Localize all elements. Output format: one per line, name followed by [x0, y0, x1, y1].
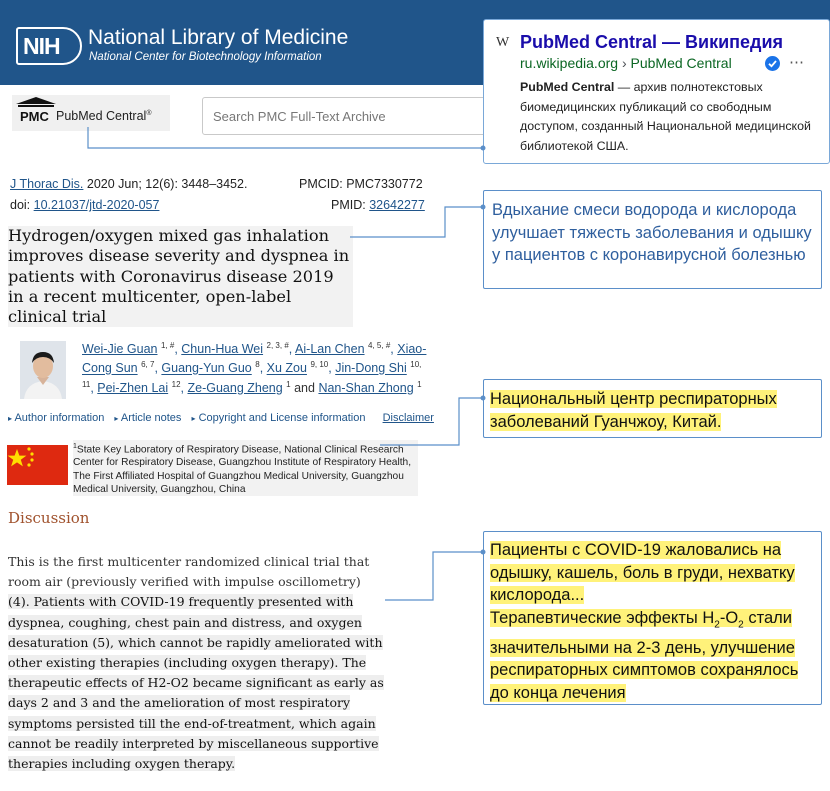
- wiki-description: PubMed Central — архив полнотекстовых биомедицинских публикаций со свободным доступом, созданный Национальной медицинской библиотекой США.: [520, 80, 811, 153]
- pmc-logo[interactable]: [12, 95, 170, 131]
- nih-subtitle: National Center for Biotechnology Information: [89, 51, 322, 63]
- doi-link[interactable]: 10.21037/jtd-2020-057: [33, 198, 160, 212]
- doi-line: [10, 198, 159, 212]
- expand-arrow-icon: ▸: [8, 414, 13, 423]
- author-affiliation-sup: 1, #: [160, 341, 175, 350]
- affiliation-text: $^1$State Key Laboratory of Respiratory Disease, National Clinical Research Center for Respiratory Disease, Guangzhou Institute of Respiratory Health, The First Affiliated Hospital of Guangzhou Medical University, Guangzhou Medical University, Guangzhou, China: [73, 440, 418, 496]
- pmid-label: PMID:: [331, 198, 370, 212]
- author-affiliation-sup: 6, 7: [141, 360, 155, 370]
- author-info-bar: [8, 412, 438, 424]
- note-title-text: Вдыхание смеси водорода и кислорода улучшает тяжесть заболевания и одышку у пациентов с коронавирусной болезнью: [492, 201, 812, 265]
- pmid-line: [331, 198, 425, 212]
- author-link[interactable]: Xu Zou: [266, 361, 307, 376]
- note-discussion-text: Пациенты с COVID-19 жаловались на одышку, кашель, боль в груди, нехватку кислорода... Терапевтические эффекты $H_2-O_2$ стали значительными на 2-3 день, улучшение респираторных симптомов сохранялось до конца лечения: [490, 541, 799, 702]
- doi-label: doi:: [10, 198, 34, 212]
- author-photo: [20, 341, 66, 399]
- author-affiliation-sup: 4, 5, #: [368, 341, 391, 350]
- discussion-body: (4). Patients with COVID-19 frequently presented with dyspnea, coughing, chest pain and distress, and oxygen desaturation (5), which cannot be rapidly ameliorated with other existing therapies (including oxygen therapy). The therapeutic effects of H2-O2 became significant as early as days 2 and 3 and the amelioration of most respiratory symptoms persisted till the end-of-treatment, which again cannot be readily interpreted by miscellaneous supportive therapies including oxygen therapy.: [8, 594, 384, 771]
- disclaimer-link[interactable]: Disclaimer: [382, 412, 434, 424]
- journal-line: [10, 177, 247, 191]
- note-title-translation: [483, 190, 822, 289]
- article-notes-link[interactable]: Article notes: [120, 412, 182, 424]
- wikipedia-card[interactable]: [483, 19, 830, 164]
- copyright-link[interactable]: Copyright and License information: [198, 412, 366, 424]
- author-link[interactable]: Xiao-Cong Sun: [82, 342, 427, 376]
- author-affiliation-sup: 1: [286, 379, 291, 389]
- author-affiliation-sup: 8: [255, 360, 260, 370]
- wiki-url: ru.wikipedia.org › PubMed Central: [520, 55, 732, 71]
- pmcid: PMCID: PMC7330772: [299, 177, 423, 191]
- search-input[interactable]: [202, 97, 492, 135]
- author-affiliation-sup: 9, 10: [310, 360, 329, 370]
- pmc-name: PubMed Central®: [56, 109, 152, 123]
- author-affiliation-sup: 10, 11: [82, 360, 422, 389]
- expand-arrow-icon: ▸: [191, 414, 196, 423]
- author-link[interactable]: Ze-Guang Zheng: [187, 380, 283, 395]
- author-affiliation-sup: 1: [417, 379, 422, 389]
- nih-logo[interactable]: NIH: [16, 27, 82, 65]
- article-title: Hydrogen/oxygen mixed gas inhalation improves disease severity and dyspnea in patients with Coronavirus disease 2019 in a recent multicenter, open-label clinical trial: [8, 226, 353, 327]
- author-link[interactable]: Jin-Dong Shi: [335, 361, 407, 376]
- note-affiliation: [483, 379, 822, 438]
- note-discussion: [483, 531, 822, 705]
- more-dots-icon[interactable]: ⋯: [789, 54, 805, 71]
- author-link[interactable]: Guang-Yun Guo: [161, 361, 252, 376]
- author-link[interactable]: Nan-Shan Zhong: [318, 380, 414, 395]
- author-link[interactable]: Chun-Hua Wei: [181, 342, 264, 357]
- expand-arrow-icon: ▸: [114, 414, 119, 423]
- pmid-link[interactable]: 32642277: [369, 198, 425, 212]
- wikipedia-icon: W: [496, 35, 510, 50]
- author-link[interactable]: Wei-Jie Guan: [82, 342, 158, 357]
- author-link[interactable]: Ai-Lan Chen: [295, 342, 365, 357]
- china-flag: [7, 445, 68, 485]
- journal-link[interactable]: J Thorac Dis.: [10, 177, 84, 191]
- discussion-heading: Discussion: [8, 509, 90, 527]
- discussion-line-1: This is the first multicenter randomized clinical trial that: [8, 554, 370, 569]
- author-information-link[interactable]: Author information: [14, 412, 105, 424]
- pmc-abbr: PMC: [20, 109, 49, 124]
- author-affiliation-sup: 2, 3, #: [266, 341, 289, 350]
- note-affiliation-text: Национальный центр респираторных заболеваний Гуанчжоу, Китай.: [490, 390, 777, 431]
- discussion-text: [8, 552, 413, 774]
- author-list: Wei-Jie Guan $^{1, \#}$, Chun-Hua Wei $^{2, 3, \#}$, Ai-Lan Chen $^{4, 5, \#}$, Xiao-Cong Sun $^{6, 7}$, Guang-Yun Guo $^8$, Xu Zou $^{9, 10}$, Jin-Dong Shi $^{10, 11}$, Pei-Zhen Lai $^{12}$, Ze-Guang Zheng $^1$ and Nan-Shan Zhong $^1$: [82, 341, 427, 395]
- verified-check-icon: [765, 56, 780, 71]
- wiki-title-link[interactable]: PubMed Central — Википедия: [520, 32, 784, 52]
- nih-title[interactable]: National Library of Medicine: [88, 26, 349, 49]
- author-link[interactable]: Pei-Zhen Lai: [97, 380, 169, 395]
- discussion-line-2: room air (previously verified with impulse oscillometry): [8, 574, 361, 590]
- author-affiliation-sup: 12: [171, 379, 181, 389]
- pmc-roof-icon: [16, 97, 56, 108]
- journal-date: 2020 Jun; 12(6): 3448–3452.: [86, 177, 248, 191]
